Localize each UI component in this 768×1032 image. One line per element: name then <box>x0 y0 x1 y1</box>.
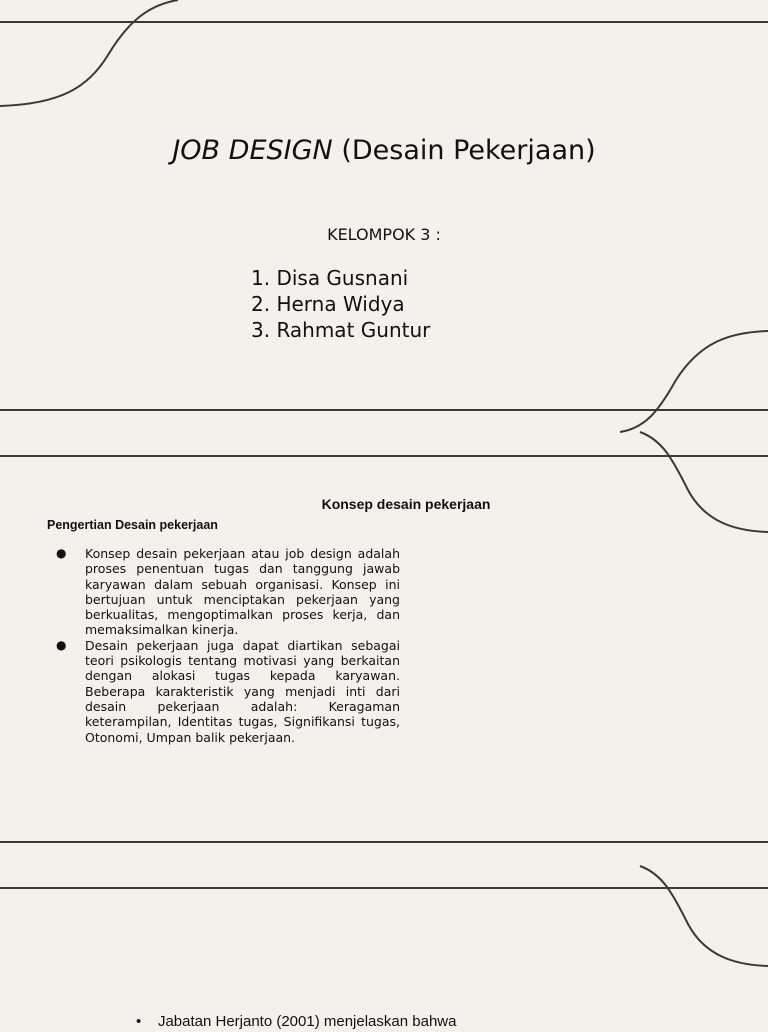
bullet-dot-icon: ● <box>56 546 67 560</box>
next-slide-text <box>136 1012 456 1032</box>
bullet-text: Desain pekerjaan juga dapat diartikan sebagai teori psikologis tentang motivasi yang berkaitan dengan alokasi tugas kepada karyawan. Beberapa karakteristik yang menjadi inti dari desain pekerjaan adalah: Keragaman keterampilan, Identitas tugas, Signifikansi tugas, Otonomi, Umpan balik pekerjaan. <box>85 637 400 745</box>
section-subtitle: Pengertian Desain pekerjaan <box>47 518 218 532</box>
curve-right-middle <box>640 432 768 532</box>
section-title: Konsep desain pekerjaan <box>321 496 491 512</box>
curve-top-left <box>0 0 178 106</box>
curve-right-upper <box>620 331 768 432</box>
member-item: 1. Disa Gusnani <box>251 266 409 290</box>
bullet-item <box>56 546 400 638</box>
title-italic: JOB DESIGN <box>172 135 333 166</box>
bullet-item <box>56 638 400 745</box>
group-label: KELOMPOK 3 : <box>327 225 441 244</box>
title-rest: (Desain Pekerjaan) <box>332 135 596 166</box>
bullet-dot-icon: • <box>136 1013 142 1030</box>
curve-right-lower <box>640 866 768 966</box>
member-item: 2. Herna Widya <box>251 292 405 316</box>
member-list <box>251 265 430 343</box>
page-title <box>0 134 768 168</box>
member-item: 3. Rahmat Guntur <box>251 318 431 342</box>
bullet-text: Konsep desain pekerjaan atau job design adalah proses penentuan tugas dan tanggung jawab karyawan dalam sebuah organisasi. Konsep ini bertujuan untuk menciptakan pekerjaan yang berkualitas, mengoptimalkan proses kerja, dan memaksimalkan kinerja. <box>85 546 400 638</box>
bullet-dot-icon: ● <box>56 637 67 652</box>
partial-text: Jabatan Herjanto (2001) menjelaskan bahwa <box>157 1013 457 1030</box>
bullet-list <box>56 546 400 745</box>
